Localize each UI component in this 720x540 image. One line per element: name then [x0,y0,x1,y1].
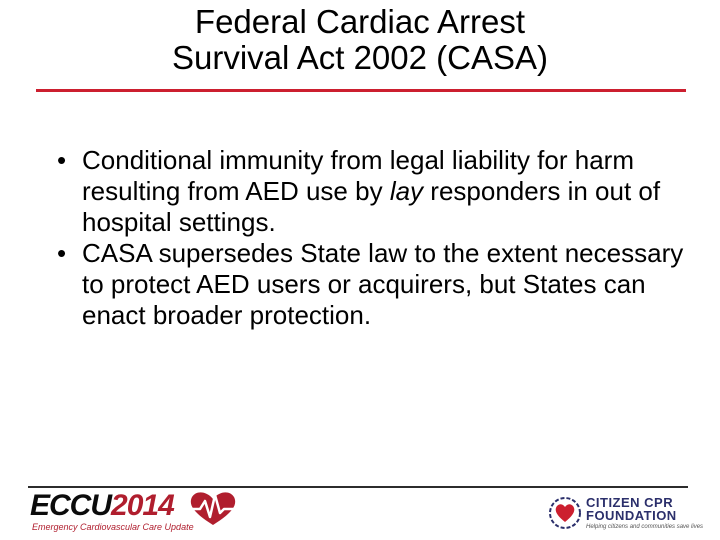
eccu-logo-year: 2014 [111,489,174,522]
slide-title [40,4,680,76]
ccf-logo-name-line-1: CITIZEN CPR [586,495,674,510]
bullet-item [52,238,702,331]
eccu-logo-subtitle: Emergency Cardiovascular Care Update [32,522,194,532]
ccf-logo-tagline: Helping citizens and communities save lives [586,524,704,530]
slide-title-line-2: Survival Act 2002 (CASA) [172,39,548,76]
slide-title-line-1: Federal Cardiac Arrest [194,3,526,40]
title-divider [36,89,686,92]
footer-divider [28,486,688,488]
bullet-dot: • [57,238,67,268]
bullet-dot: • [57,145,67,175]
ccf-logo-name-line-2: FOUNDATION [586,508,677,523]
bullet-list [52,145,702,331]
citizen-cpr-foundation-logo [548,494,704,534]
bullet-text: Conditional immunity from legal liability for harm resulting from AED use by [82,145,634,206]
bullet-text: CASA supersedes State law to the extent necessary to protect AED users or acquirers, but States can enact broader protection. [82,238,684,330]
eccu-2014-logo [30,491,230,535]
heart-people-icon [548,496,582,530]
bullet-text-end: responders in out of hospital settings. [82,176,661,237]
eccu-logo-wordmark [30,491,174,521]
ccf-logo-name [586,496,677,522]
bullet-item [52,145,702,238]
eccu-logo-word: ECCU [30,489,112,522]
bullet-emphasis: lay [389,176,424,206]
